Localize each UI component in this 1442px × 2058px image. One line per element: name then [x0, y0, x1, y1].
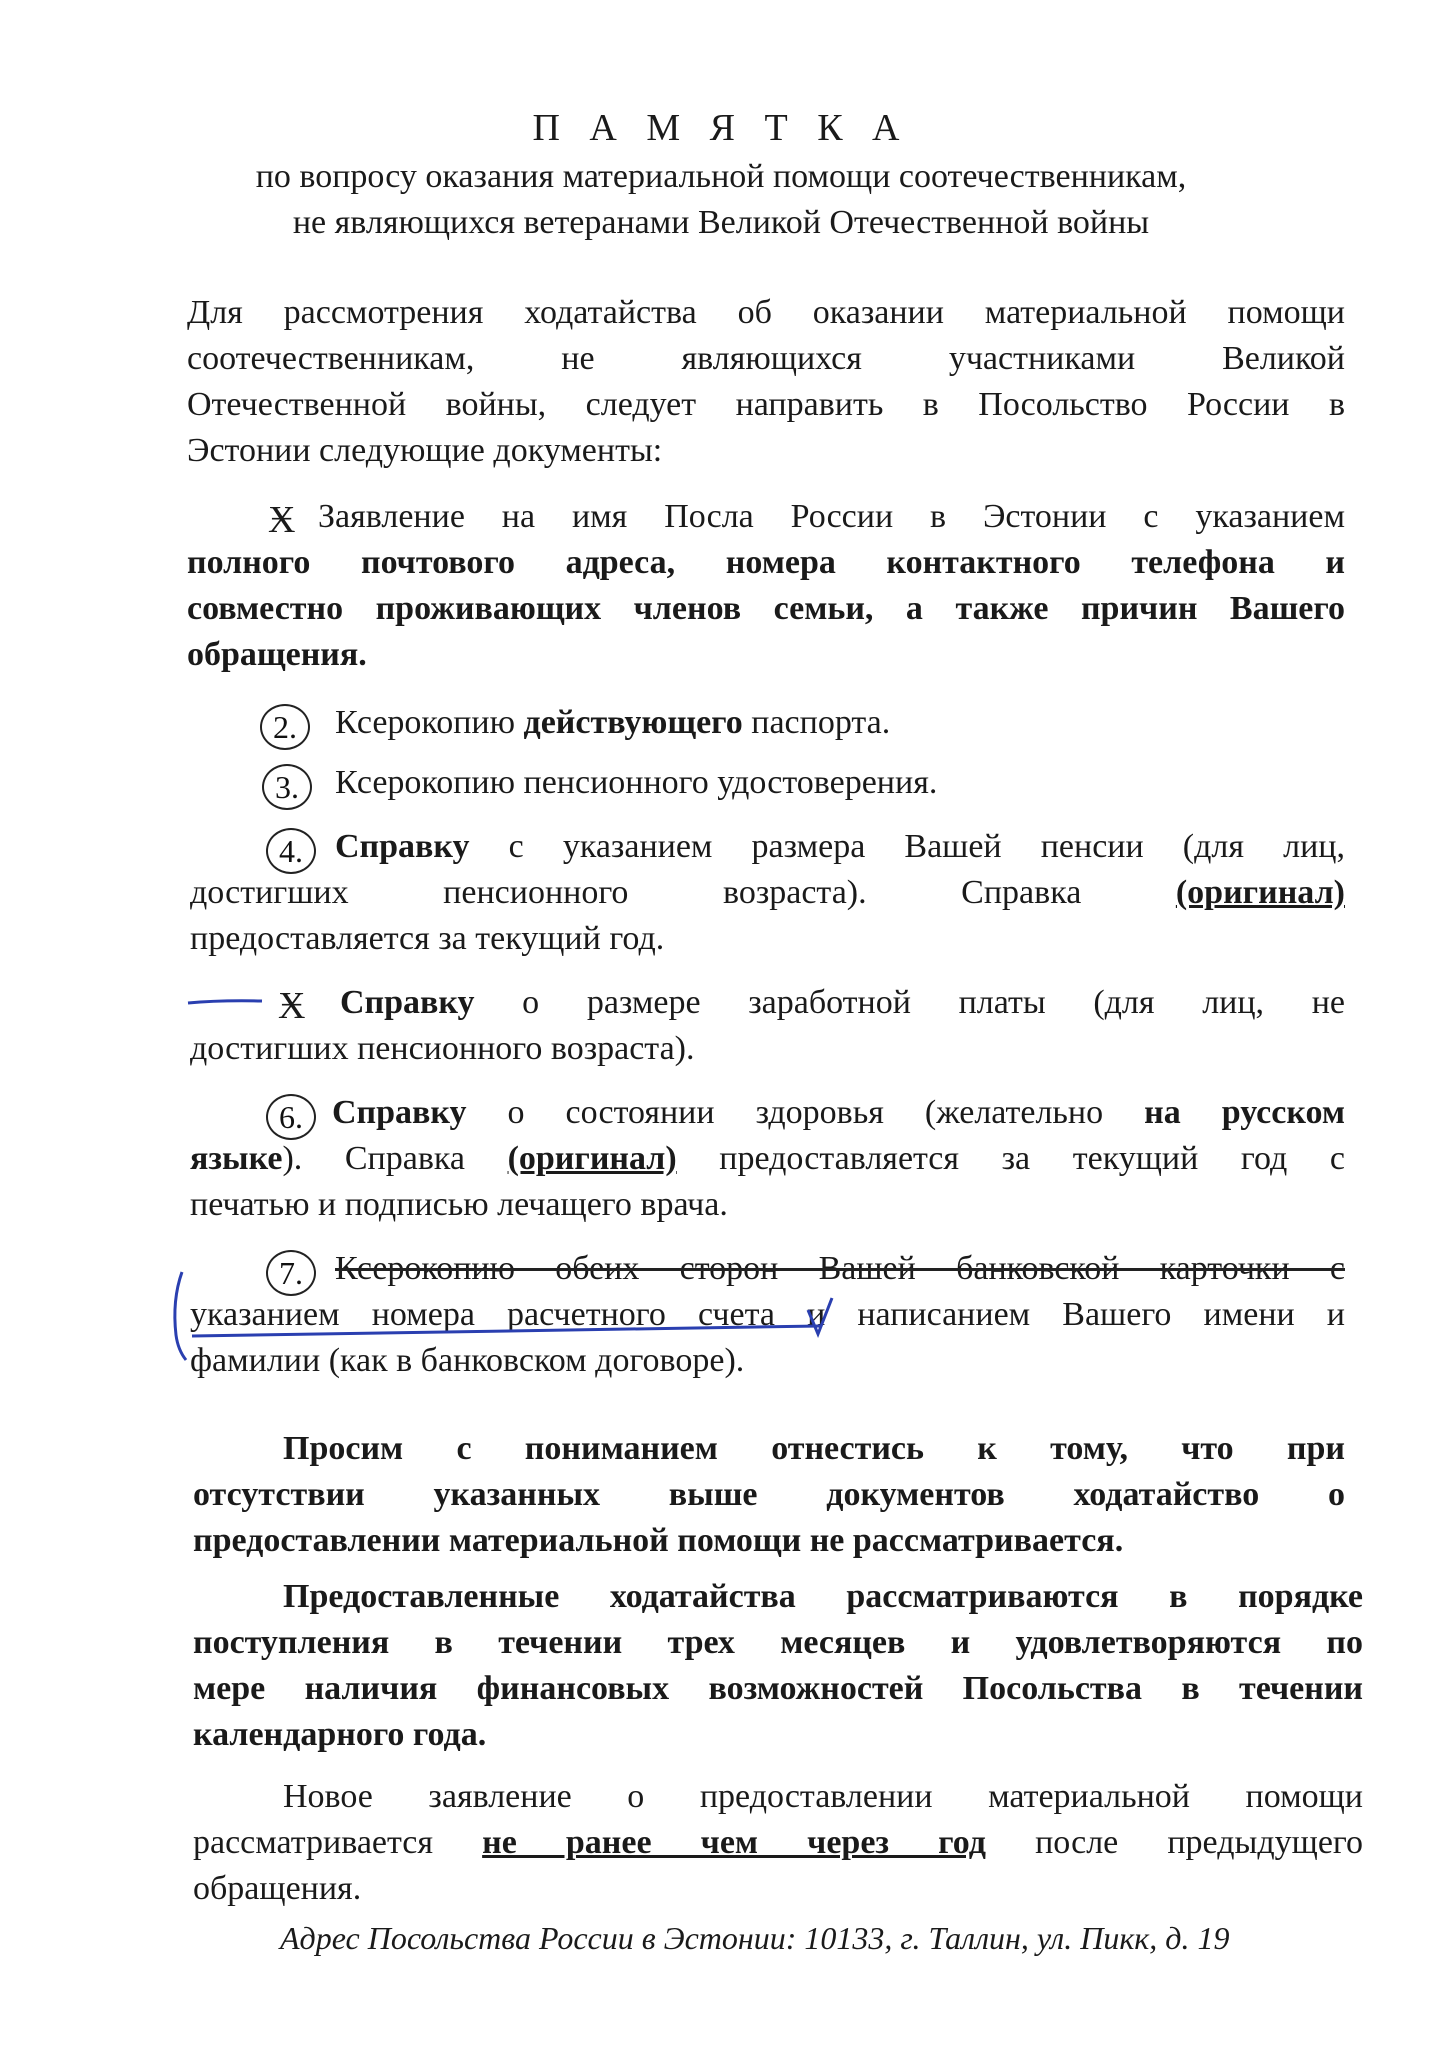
item6-line-1: Справку о состоянии здоровья (желательно на русском [332, 1094, 1345, 1131]
note3-line-1: Новое заявление о предоставлении материальной помощи [283, 1778, 1363, 1815]
note3-line-3: обращения. [193, 1870, 362, 1907]
item4-number-circle: 4. [266, 828, 316, 874]
item3-number-circle: 3. [262, 764, 312, 810]
item2-number-circle: 2. [260, 704, 310, 750]
note2-line-4: календарного года. [193, 1716, 487, 1753]
item2-line: Ксерокопию действующего паспорта. [335, 704, 891, 741]
note2-line-1: Предоставленные ходатайства рассматриваются в порядке [283, 1578, 1363, 1615]
pen-bracket-left [175, 1272, 186, 1360]
intro-line-1: Для рассмотрения ходатайства об оказании материальной помощи [187, 294, 1345, 331]
item7-line-3: фамилии (как в банковском договоре). [190, 1342, 745, 1379]
item1-line-2: полного почтового адреса, номера контактного телефона и [187, 544, 1345, 581]
item7-line-2: указанием номера расчетного счета и написанием Вашего имени и [190, 1296, 1346, 1333]
document-title: П А М Я Т К А [532, 107, 910, 149]
item7-number-circle: 7. [266, 1250, 316, 1296]
item6-line-2: языке). Справка (оригинал) предоставляется за текущий год с [190, 1140, 1345, 1177]
intro-line-4: Эстонии следующие документы: [187, 432, 663, 469]
crossed-mark-icon: Ӿ [278, 985, 306, 1027]
document-subtitle-line-2: не являющихся ветеранами Великой Отечественной войны [292, 204, 1150, 241]
note3-line-2: рассматривается не ранее чем через год после предыдущего [193, 1824, 1364, 1861]
intro-line-2: соотечественникам, не являющихся участниками Великой [187, 340, 1345, 377]
note1-line-3: предоставлении материальной помощи не рассматривается. [193, 1522, 1124, 1559]
item5-line-2: достигших пенсионного возраста). [190, 1030, 695, 1067]
note2-line-3: мере наличия финансовых возможностей Посольства в течении [193, 1670, 1363, 1707]
item1-line-3: совместно проживающих членов семьи, а также причин Вашего [187, 590, 1345, 627]
embassy-address: Адрес Посольства России в Эстонии: 10133, г. Таллин, ул. Пикк, д. 19 [280, 1920, 1230, 1956]
item4-line-2: достигших пенсионного возраста). Справка (оригинал) [190, 874, 1345, 911]
item7-line-1-struck: Ксерокопию обеих сторон Вашей банковской карточки с [335, 1250, 1345, 1287]
pen-underline-account [192, 1326, 820, 1336]
item5-line-1: Справку о размере заработной платы (для лиц, не [340, 984, 1345, 1021]
note2-line-2: поступления в течении трех месяцев и удовлетворяются по [193, 1624, 1363, 1661]
item4-line-3: предоставляется за текущий год. [190, 920, 665, 957]
item4-line-1: Справку с указанием размера Вашей пенсии (для лиц, [335, 828, 1345, 865]
item1-line-1: Заявление на имя Посла России в Эстонии с указанием [318, 498, 1345, 535]
note1-line-2: отсутствии указанных выше документов ходатайство о [193, 1476, 1345, 1513]
item1-line-4: обращения. [187, 636, 367, 673]
item3-line: Ксерокопию пенсионного удостоверения. [335, 764, 938, 801]
note1-line-1: Просим с пониманием отнестись к тому, что при [283, 1430, 1345, 1467]
pen-tick-mark [808, 1298, 832, 1334]
pen-dash-item5 [188, 1001, 262, 1003]
intro-line-3: Отечественной войны, следует направить в Посольство России в [187, 386, 1345, 423]
item6-number-circle: 6. [266, 1094, 316, 1140]
crossed-mark-icon: Ӿ [268, 499, 296, 541]
item6-line-3: печатью и подписью лечащего врача. [190, 1186, 728, 1223]
document-subtitle-line-1: по вопросу оказания материальной помощи соотечественникам, [255, 158, 1187, 195]
